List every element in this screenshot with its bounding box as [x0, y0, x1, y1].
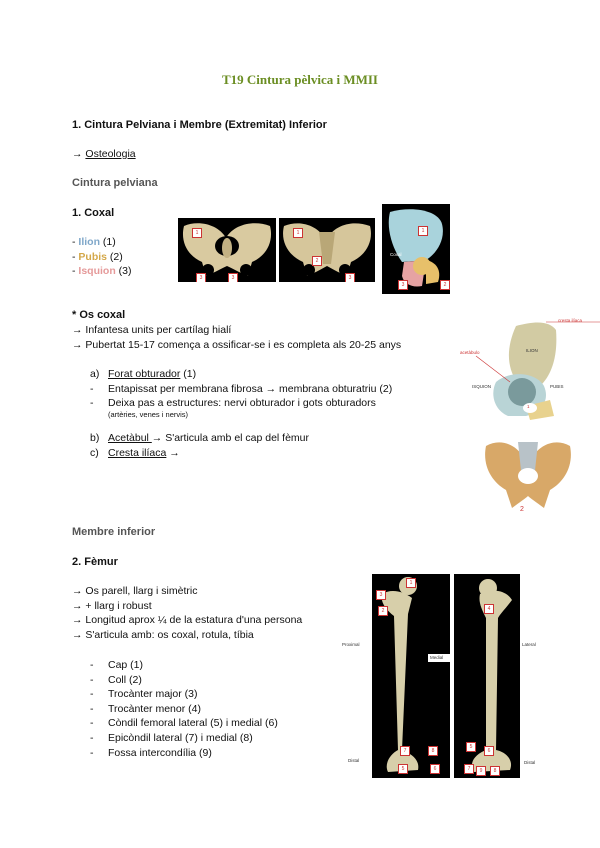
- pelvis-small-drawing: [480, 434, 576, 518]
- os-coxal-heading: * Os coxal: [72, 309, 126, 321]
- femur-part: - Fossa intercondília (9): [90, 746, 212, 759]
- label-1: 1: [192, 228, 202, 238]
- os-coxal-line: → Pubertat 15-17 comença a ossificar-se i es completa als 20-25 anys: [72, 338, 402, 351]
- list-item-c: c) Cresta ilíaca →: [90, 446, 180, 459]
- coxal-part: - Pubis (2): [72, 250, 123, 263]
- list-note: (artèries, venes i nervis): [108, 409, 189, 419]
- coxal-part: - Ilion (1): [72, 236, 116, 248]
- crest-tag: cresta ilíaca: [558, 318, 583, 323]
- page-title: T19 Cintura pèlvica i MMII: [222, 72, 378, 87]
- list-item-b: b) Acetàbul → S'articula amb el cap del fèmur: [90, 432, 310, 445]
- os-coxal-line: → Infantesa units per cartílag hialí: [72, 324, 232, 336]
- ilion-tag: ILION: [526, 348, 538, 353]
- label-2: 2: [378, 606, 388, 616]
- distal-tag: Distal: [348, 758, 360, 763]
- femur-part: - Epicòndil lateral (7) i medial (8): [90, 731, 253, 744]
- label-1: 1: [418, 226, 428, 236]
- label-3: 3: [228, 273, 238, 282]
- label-3: 3: [345, 273, 355, 282]
- list-item-a: a) Forat obturador (1): [90, 368, 197, 380]
- label-8: 8: [490, 766, 500, 776]
- label-5: 5: [398, 764, 408, 774]
- femur-line: → + llarg i robust: [72, 599, 152, 612]
- pubis-tag: PUBIS: [550, 384, 564, 389]
- cresta-iliaca-link[interactable]: Cresta ilíaca: [108, 446, 167, 459]
- label-6: 6: [484, 746, 494, 756]
- label-1: 1: [293, 228, 303, 238]
- label-7: 7: [464, 764, 474, 774]
- coxal-tag: Coxal: [390, 252, 402, 257]
- femur-lines: [72, 584, 302, 642]
- label-3: 3: [376, 590, 386, 600]
- label-9: 9: [476, 766, 486, 776]
- label-1: 1: [406, 578, 416, 588]
- label-2: 2: [312, 256, 322, 266]
- femur-part: - Coll (2): [90, 673, 142, 686]
- lateral-tag: Lateral: [522, 642, 536, 647]
- femur-heading: 2. Fèmur: [72, 556, 118, 568]
- list-subitem: - Entapissat per membrana fibrosa → membrana obturatriu (2): [90, 382, 393, 395]
- label-3: 3: [398, 280, 408, 290]
- femur-part: - Còndil femoral lateral (5) i medial (6): [90, 717, 278, 730]
- acetabul-link[interactable]: Acetàbul: [108, 432, 152, 445]
- femur-part: - Trocànter menor (4): [90, 702, 201, 715]
- femur-line: → Longitud aprox ¼ de la estatura d'una persona: [72, 614, 303, 627]
- proximal-tag: Proximal: [342, 642, 360, 647]
- acetabul-tag: acetàbulo: [460, 350, 480, 355]
- arrow: →: [72, 148, 86, 160]
- medial-tag: Medial: [430, 655, 444, 660]
- label-4: 4: [484, 604, 494, 614]
- distal-tag: Distal: [524, 760, 536, 765]
- coxal-parts: [72, 235, 132, 279]
- coxal-part: - Isquion (3): [72, 265, 132, 278]
- osteologia-line: [72, 147, 136, 162]
- isquion-tag: ISQUION: [472, 384, 492, 389]
- coxal-heading: 1. Coxal: [72, 207, 115, 219]
- label-5: 5: [466, 742, 476, 752]
- femur-line: → S'articula amb: os coxal, rotula, tíbia: [72, 628, 254, 641]
- label-2: 2: [440, 280, 450, 290]
- femur-front-image: [342, 574, 450, 778]
- section-heading: 1. Cintura Pelviana i Membre (Extremitat) Inferior: [72, 119, 327, 131]
- list-subitem: - Deixa pas a estructures: nervi obturador i gots obturadors: [90, 397, 376, 410]
- pelvis-front-image: [178, 218, 276, 282]
- coxal-list: [90, 367, 420, 461]
- acetabulum-image: [426, 316, 600, 422]
- subsection-membre: Membre inferior: [72, 526, 156, 538]
- label-1: 1: [527, 404, 530, 409]
- femur-line: → Os parell, llarg i simètric: [72, 585, 198, 597]
- pelvis-small-image: [480, 434, 576, 518]
- label-6: 6: [430, 764, 440, 774]
- acetabulum-drawing: [426, 316, 600, 422]
- forat-obturador-link[interactable]: Forat obturador: [108, 368, 181, 380]
- femur-part: - Cap (1): [90, 659, 144, 671]
- label-8: 8: [428, 746, 438, 756]
- osteologia-link[interactable]: Osteologia: [85, 148, 136, 160]
- os-coxal-lines: [72, 323, 401, 352]
- femur-parts: [90, 658, 278, 760]
- femur-back-image: [454, 574, 554, 778]
- coxal-side-image: [382, 204, 450, 294]
- label-7: 7: [400, 746, 410, 756]
- femur-part: - Trocànter major (3): [90, 688, 198, 701]
- label-3: 3: [196, 273, 206, 282]
- pelvis-back-image: [279, 218, 375, 282]
- label-2: 2: [520, 506, 524, 513]
- subsection-cintura: Cintura pelviana: [72, 177, 158, 189]
